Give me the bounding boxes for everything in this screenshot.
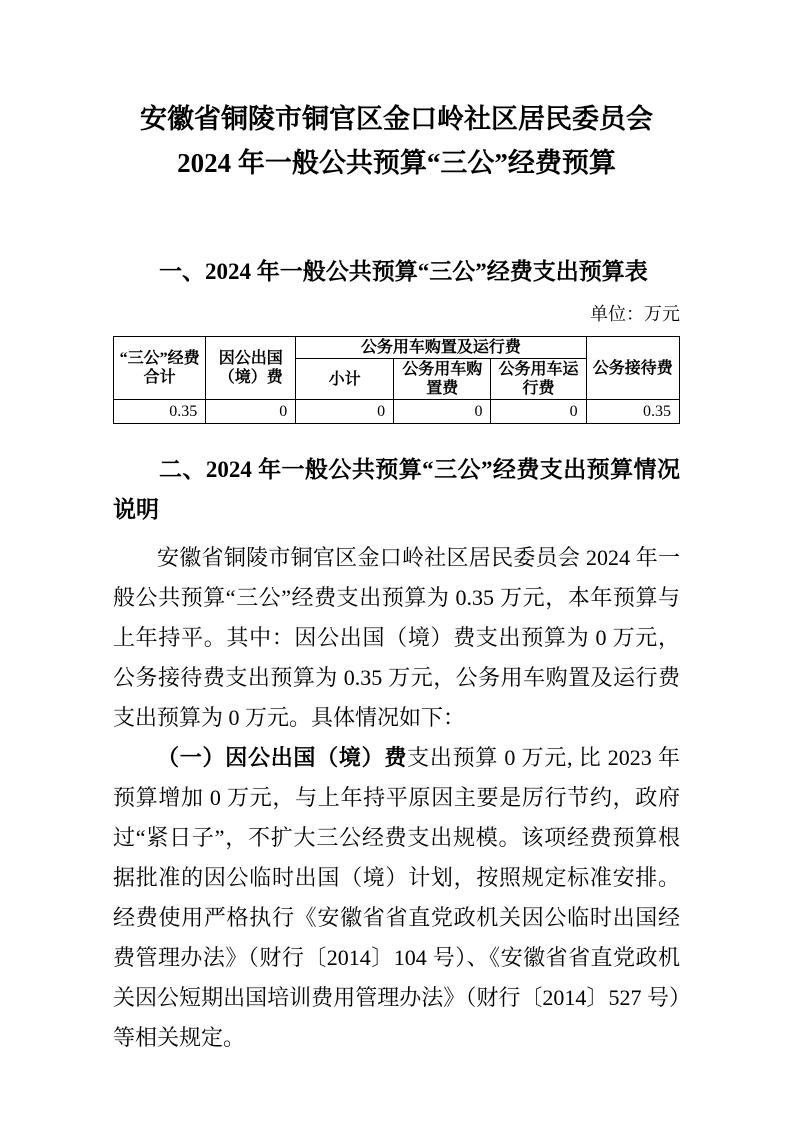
paragraph-abroad-expense-text: 支出预算 0 万元, 比 2023 年预算增加 0 万元，与上年持平原因主要是厉行节约，政府过“紧日子”，不扩大三公经费支出规模。该项经费预算根据批准的因公临时出国（境）计划，按照规定标准安排。经费使用严格执行《安徽省省直党政机关因公临时出国经费管理办法》（财行〔2014〕104 号）、《安徽省省直党政机关因公短期出国培训费用管理办法》（财行〔2014〕527 号）等相关规定。 — [113, 745, 680, 1050]
table-value-reception: 0.35 — [586, 400, 679, 424]
paragraph-budget-summary: 安徽省铜陵市铜官区金口岭社区居民委员会 2024 年一般公共预算“三公”经费支出预算为 0.35 万元，本年预算与上年持平。其中：因公出国（境）费支出预算为 0 万元，公务接待费支出预算为 0.35 万元，公务用车购置及运行费支出预算为 0 万元。具体情况如下： — [113, 545, 680, 730]
table-value-vehicle-purchase: 0 — [394, 400, 491, 424]
table-header-abroad: 因公出国（境）费 — [206, 337, 296, 400]
table-header-vehicle-subtotal: 小计 — [296, 359, 394, 400]
table-header-total: “三公”经费合计 — [114, 337, 206, 400]
document-title-line2: 2024 年一般公共预算“三公”经费预算 — [177, 148, 616, 178]
document-title — [113, 97, 680, 185]
table-value-abroad: 0 — [206, 400, 296, 424]
paragraph-abroad-expense-lead: （一）因公出国（境）费 — [157, 745, 408, 770]
document-title-line1: 安徽省铜陵市铜官区金口岭社区居民委员会 — [140, 104, 653, 134]
table-value-total: 0.35 — [114, 400, 206, 424]
table-header-vehicle-operation: 公务用车运行费 — [491, 359, 586, 400]
table-header-row-1 — [114, 337, 680, 359]
table-value-vehicle-operation: 0 — [491, 400, 586, 424]
table-header-reception: 公务接待费 — [586, 337, 679, 400]
table-value-row — [114, 400, 680, 424]
table-value-vehicle-subtotal: 0 — [296, 400, 394, 424]
section2-heading: 二、2024 年一般公共预算“三公”经费支出预算情况说明 — [113, 457, 680, 522]
unit-label: 单位：万元 — [590, 304, 680, 324]
table-header-vehicle-purchase: 公务用车购置费 — [394, 359, 491, 400]
table-header-vehicle-group: 公务用车购置及运行费 — [296, 337, 586, 359]
section1-heading: 一、2024 年一般公共预算“三公”经费支出预算表 — [159, 259, 648, 284]
budget-table — [113, 336, 680, 424]
paragraph-abroad-expense — [113, 738, 680, 1058]
